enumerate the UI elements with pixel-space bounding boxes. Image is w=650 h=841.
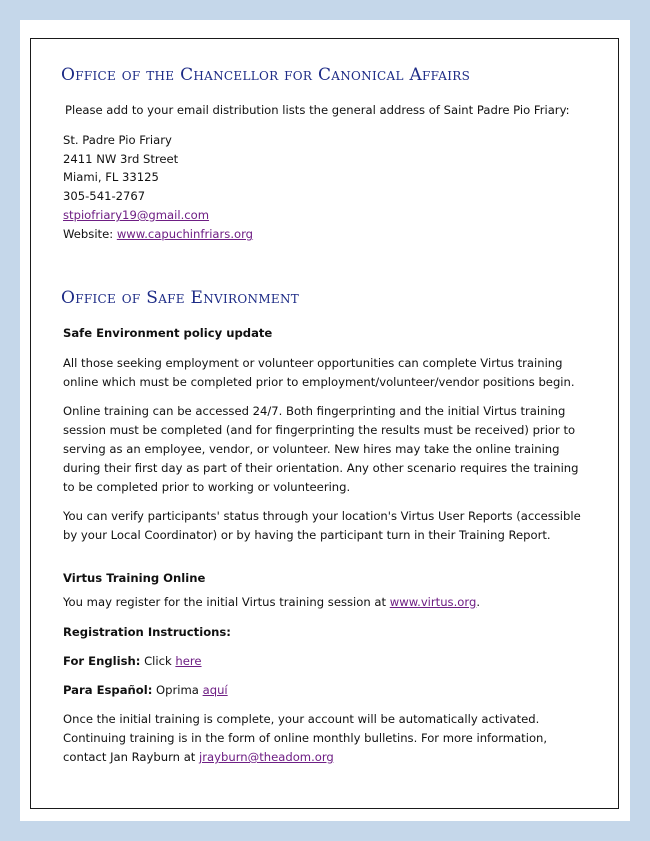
chancellor-heading: Office of the Chancellor for Canonical Affairs <box>61 65 471 85</box>
website-link[interactable]: www.capuchinfriars.org <box>116 227 254 241</box>
english-label: For English: <box>63 654 141 668</box>
address-line-3: Miami, FL 33125 <box>63 170 159 184</box>
website-label: Website: <box>63 227 117 241</box>
address-line-2: 2411 NW 3rd Street <box>63 152 179 166</box>
safe-environment-heading: Office of Safe Environment <box>61 288 300 308</box>
spanish-instruction-line <box>63 681 228 700</box>
spanish-text: Oprima <box>152 683 203 697</box>
phone-number: 305-541-2767 <box>63 189 146 203</box>
registration-instructions-heading: Registration Instructions: <box>63 625 231 639</box>
paragraph-online-training: Online training can be accessed 24/7. Both fingerprinting and the initial Virtus training session must be completed (and for fingerprinting the results must be received) prior to serving as an employee, vendor, or volunteer. New hires may take the online training during their first day as part of their orientation. Any other scenario requires the training to be completed prior to working or volunteering. <box>63 404 579 494</box>
document-page <box>20 20 630 821</box>
paragraph-verify-status: You can verify participants' status through your location's Virtus User Reports (accessible by your Local Coordinator) or by having the participant turn in their Training Report. <box>63 509 581 542</box>
website-line <box>63 225 253 244</box>
english-here-link[interactable]: here <box>175 654 202 668</box>
virtus-link[interactable]: www.virtus.org <box>389 595 477 609</box>
spanish-label: Para Español: <box>63 683 153 697</box>
english-instruction-line <box>63 652 202 671</box>
english-text: Click <box>140 654 176 668</box>
policy-update-subheading: Safe Environment policy update <box>63 326 273 340</box>
closing-text: Once the initial training is complete, your account will be automatically activated. Continuing training is in the form of online monthly bulletins. For more information, contact Jan Rayburn at <box>63 712 548 764</box>
virtus-training-heading: Virtus Training Online <box>63 571 206 585</box>
chancellor-intro: Please add to your email distribution lists the general address of Saint Padre Pio Friary: <box>65 103 570 117</box>
friary-email-link[interactable]: stpiofriary19@gmail.com <box>63 208 210 222</box>
spanish-aqui-link[interactable]: aquí <box>202 683 228 697</box>
register-line <box>63 593 480 612</box>
paragraph-employment: All those seeking employment or volunteer opportunities can complete Virtus training online which must be completed prior to employment/volunteer/vendor positions begin. <box>63 356 575 389</box>
address-line-1: St. Padre Pio Friary <box>63 133 172 147</box>
closing-paragraph <box>63 710 583 767</box>
contact-email-link[interactable]: jrayburn@theadom.org <box>199 750 334 764</box>
register-text: You may register for the initial Virtus training session at <box>63 595 390 609</box>
register-period: . <box>476 595 480 609</box>
